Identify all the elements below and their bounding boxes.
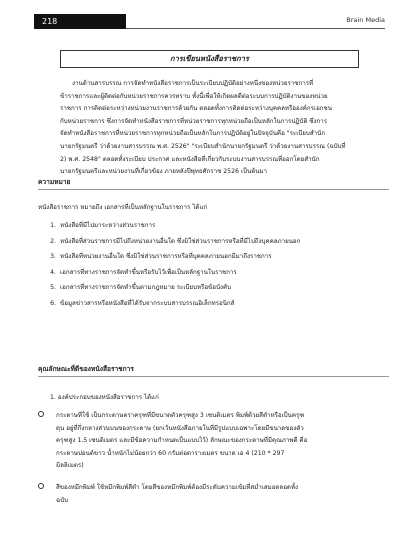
page-number: 218: [42, 17, 58, 26]
intro-line: นายกรัฐมนตรีและหน่วยงานที่เกี่ยวข้อง ภายหลังปีพุทธศักราช 2526 เป็นต้นมา: [60, 168, 268, 176]
bullet-item-paper: [38, 410, 389, 473]
intro-line: จัดทำหนังสือราชการที่หน่วยราชการทุกหน่วยถือเป็นหลักในการปฏิบัติอยู่ในปัจจุบันคือ "ระเบียบสำนัก: [60, 130, 326, 138]
intro-line: นายกรัฐมนตรี ว่าด้วยงานสารบรรณ พ.ศ. 2526" "ระเบียบสำนักนายกรัฐมนตรี ว่าด้วยงานสารบรรณ (ฉบับที่: [60, 142, 346, 150]
bullet-line: กระดาษปอนด์ขาว น้ำหนักไม่น้อยกว่า 60 กรัมต่อตารางเมตร ขนาด เอ 4 (210 * 297: [56, 449, 285, 457]
circle-bullet-icon: [38, 483, 44, 489]
intro-line: งานด้านสารบรรณ การจัดทำหนังสือราชการเป็นระเบียบปฏิบัติอย่างหนึ่งของหน่วยราชการที่: [72, 80, 314, 87]
definition-list: [50, 218, 379, 311]
list-item: 4. เอกสารที่ทางราชการจัดทำขึ้นหรือรับไว้เพื่อเป็นหลักฐานในราชการ: [50, 268, 237, 276]
bullet-line: มิลลิเมตร): [56, 462, 84, 470]
page-number-badge: [34, 14, 126, 29]
bullet-line: ฉบับ: [56, 496, 69, 504]
circle-bullet-icon: [38, 411, 44, 417]
bullet-item-ink: [38, 482, 389, 507]
list-item: 2. หนังสือที่ส่วนราชการมีไปถึงหน่วยงานอื่นใด ซึ่งมิใช่ส่วนราชการหรือที่มีไปถึงบุคคลภายนอก: [50, 237, 301, 245]
intro-line: กับหน่วยราชการ ซึ่งการจัดทำหนังสือราชการที่หน่วยราชการทุกหน่วยถือเป็นหลักในการปฏิบัติ ซึ่งการ: [60, 117, 328, 125]
page-title-text: การเขียนหนังสือราชการ: [170, 54, 249, 63]
definition-lead: หนังสือราชการ หมายถึง เอกสารที่เป็นหลักฐานในราชการ ได้แก่: [38, 204, 208, 211]
section-rule: [38, 376, 389, 377]
header-rule: [126, 28, 385, 29]
bullet-line: กระดาษที่ใช้ เป็นกระดาษตราครุฑที่มีขนาดตัวครุฑสูง 3 เซนติเมตร พิมพ์ด้วยสีดำหรือเป็นครุฑ: [56, 412, 305, 419]
list-item: 6. ข้อมูลข่าวสารหรือหนังสือที่ได้รับจากระบบสารบรรณอิเล็กทรอนิกส์: [50, 299, 235, 307]
bullet-line: สีของหมึกพิมพ์ ใช้หมึกพิมพ์สีดำ โดยสีของหมึกพิมพ์ต้องมีระดับความเข้มที่สม่ำเสมอตลอดทั้ง: [56, 484, 299, 491]
page-title: [60, 50, 359, 68]
list-item: 3. หนังสือที่หน่วยงานอื่นใด ซึ่งมิใช่ส่วนราชการหรือที่บุคคลภายนอกมีมาถึงราชการ: [50, 253, 272, 260]
intro-line: ข้าราชการและผู้ติดต่อกับหน่วยราชการควรทราบ ทั้งนี้เพื่อให้เกิดผลดีต่อระบบการปฏิบัติงานของหน่วย: [60, 92, 328, 100]
intro-line: 2) พ.ศ. 2548" ตลอดทั้งระเบียบ ประกาศ และหนังสือที่เกี่ยวกับระบบงานสารบรรณที่ออกโดยสำนัก: [60, 155, 320, 163]
list-item: 5. เอกสารที่ทางราชการจัดทำขึ้นตามกฎหมาย ระเบียบหรือข้อบังคับ: [50, 284, 232, 291]
list-item: 1. หนังสือที่มีไปมาระหว่างส่วนราชการ: [50, 222, 156, 229]
section-heading-definition: ความหมาย: [38, 178, 71, 186]
bullet-line: ครุฑสูง 1.5 เซนติเมตร และมีข้อความกำหนดเป็นแบบไว้) ลักษณะของกระดาษที่มีคุณภาพดี คือ: [56, 437, 308, 445]
intro-paragraph: [60, 78, 359, 179]
section-rule: [38, 189, 389, 190]
brand-name: Brain Media: [346, 16, 385, 24]
intro-line: ราชการ การติดต่อระหว่างหน่วยงานราชการด้วยกัน ตลอดทั้งการติดต่อระหว่างบุคคลหรือองค์กรเอกชน: [60, 105, 332, 113]
qualities-lead: 1. องค์ประกอบของหนังสือราชการ ได้แก่: [50, 394, 159, 401]
bullet-line: ดุน อยู่ที่กึ่งกลางส่วนบนของกระดาษ (ยกเว้นหนังสือภายในที่มีรูปแบบเฉพาะโดยมีขนาดของตัว: [56, 424, 304, 432]
section-heading-qualities: คุณลักษณะที่ดีของหนังสือราชการ: [38, 365, 134, 373]
